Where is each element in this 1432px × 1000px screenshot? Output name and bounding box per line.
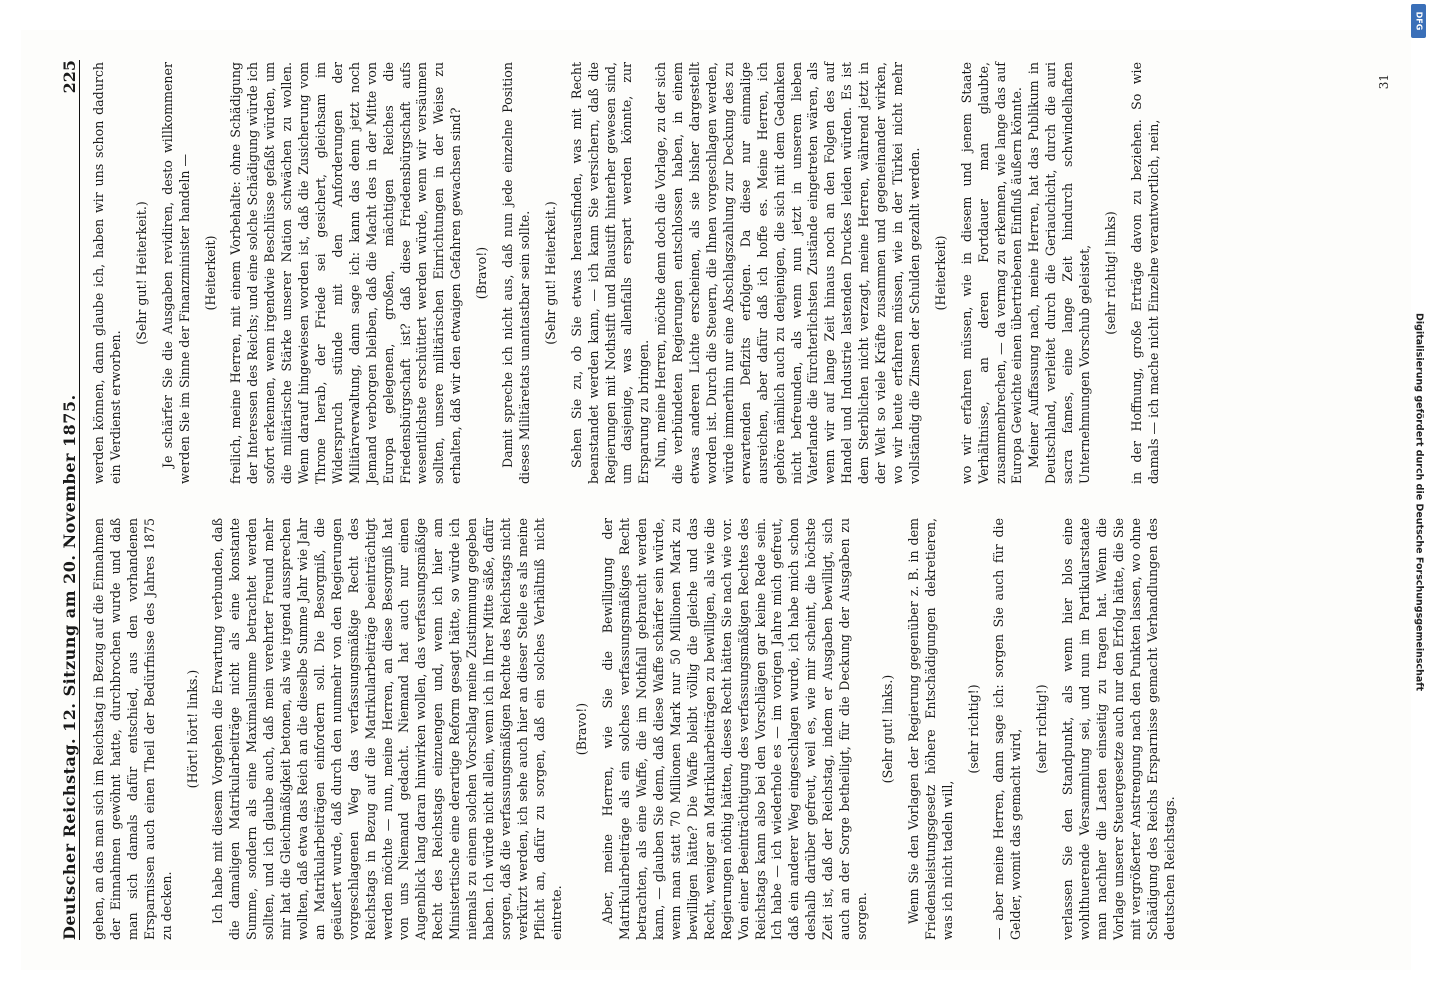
- paragraph: Wenn Sie den Vorlagen der Regierung gegenüber z. B. in dem Friedensleistungsgesetz höhere Entschädigungen dekretieren, was ich nicht tadeln will,: [905, 518, 955, 940]
- digitization-credit: [1408, 4, 1430, 999]
- paragraph: Damit spreche ich nicht aus, daß nun jede einzelne Position dieses Militäretats unantastbar sein sollte.: [500, 62, 532, 484]
- paragraph: Je schärfer Sie die Ausgaben revidiren, desto willkommener werden Sie im Sinne der Finanzminister handeln —: [159, 62, 192, 484]
- right-column: [91, 62, 1387, 484]
- interjection: (Heiterkeit): [932, 235, 948, 311]
- paragraph: Sehen Sie zu, ob Sie etwas herausfinden, was mit Recht beanstandet werden kann, — ich kann Sie versichern, daß die Regierungen mit Nothstift und Blaustift hinterher gewesen sind, um dasjenige, was allenfalls erspart werden könnte, zur Ersparung zu bringen.: [568, 62, 652, 484]
- paragraph: Ich habe mit diesem Vorgehen die Erwartung verbunden, daß die damaligen Matrikularbeiträge nicht als eine konstante Summe, sondern als eine Maximalsumme betrachtet werden sollten, und ich glaube auch, daß mein verehrter Freund mehr mir hat die Gleichmäßigkeit betonen, als wie irgend aussprechen wollten, daß etwa das Reich an die dieselbe Summe Jahr wie Jahr an Matrikularbeiträgen einfordern soll. Die Besorgniß, die geäußert wurde, daß durch den nunmehr von den Regierungen vorgeschlagenen Weg das verfassungsmäßige Recht des Reichstags in Bezug auf die Matrikularbeiträge beeinträchtigt werden möchte — nun, meine Herren, an diese Besorgniß hat von uns Niemand gedacht. Niemand hat auch nur einen Augenblick lang daran hinwirken wollen, das verfassungsmäßige Recht des Reichstags einzuengen und, wenn ich hier am Ministertische eine derartige Reform gesagt hätte, so würde ich niemals zu einem solchen Vorschlag meine Zustimmung gegeben haben. Ich würde nicht allein, wenn ich in Ihrer Mitte säße, dafür sorgen, daß die verfassungsmäßigen Rechte des Reichstags nicht verkürzt werden, ich sehe auch hier an dieser Stelle es als meine Pflicht an, dafür zu sorgen, daß ein solches Verhältniß nicht eintrete.: [210, 518, 564, 940]
- page-header: [49, 60, 80, 940]
- page-title: Deutscher Reichstag. 12. Sitzung am 20. November 1875.: [60, 394, 79, 940]
- paragraph: werden können, dann glaube ich, haben wir uns schon dadurch ein Verdienst erworben.: [91, 62, 123, 484]
- interjection: (Sehr gut! Heiterkeit.): [133, 201, 149, 345]
- interjection: (Heiterkeit): [202, 235, 218, 311]
- paragraph: Aber, meine Herren, wie Sie die Bewilligung der Matrikularbeiträge als ein solches verfassungsmäßiges Recht betrachten, als eine Waffe, die im Nothfall gebraucht werden kann, — glauben Sie denn, daß diese Waffe schärfer sein würde, wenn man statt 70 Millionen Mark nur 50 Millionen Mark zu bewilligen hätte? Die Waffe bleibt völlig die gleiche und das Recht, weniger an Matrikularbeiträgen zu bewilligen, als wie die Regierungen nöthig hätten, dieses Recht hätten Sie nach wie vor. Von einer Beeinträchtigung des verfassungsmäßigen Rechtes des Reichstags kann also bei den Vorschlägen gar keine Rede sein. Ich habe — ich wiederhole es — im vorigen Jahre mich gefreut, daß ein anderer Weg eingeschlagen wurde, ich habe mich schon deshalb darüber gefreut, weil es, wie mir scheint, die höchste Zeit ist, daß der Reichstag, indem er Ausgaben bewilligt, sich auch an der Sorge betheiligt, für die Deckung der Ausgaben zu sorgen.: [600, 518, 869, 940]
- paragraph: Nun, meine Herren, möchte denn doch die Vorlage, zu der sich die verbündeten Regierungen entschlossen haben, in einem etwas anderen Lichte erscheinen, als sie bisher dargestellt worden ist. Durch die Steuern, die Ihnen vorgeschlagen werden, würde immerhin nur eine Abschlagszahlung zur Deckung des zu erwartenden Defizits erfolgen. Da diese nur einmalige ausreichen, aber dafür daß ich hoffe es. Meine Herren, ich gehöre nämlich auch zu denjenigen, die sich mit dem Gedanken nicht befreunden, als wenn nun jetzt in unserem lieben Vaterlande die fürchterlichsten Zustände eingetreten wären, als wenn wir auf lange Zeit hinaus noch an den Folgen des auf Handel und Industrie lastenden Druckes leiden würden. Es ist dem Sterblichen nicht verzagt, meine Herren, während jetzt in der Welt so viele Kräfte zusammen und gegeneinander wirken, wo wir heute erfahren müssen, wie in der Türkei nicht mehr vollständig die Zinsen der Schulden gezahlt werden.: [653, 62, 922, 484]
- paragraph: verlassen Sie den Standpunkt, als wenn hier blos eine wohlthuerende Versammlung sei, und nun im Partikularstaate man nachher die Lasten einseitig zu tragen hat. Wenn die Vorlage unserer Steuergesetze auch nur den Erfolg hätte, die Sie mit vergrößerter Anstrengung nach den Punkten lassen, wo ohne Schädigung des Reichs Ersparnisse gemacht Verhandlungen des deutschen Reichstags.: [1060, 518, 1177, 940]
- left-column: [91, 518, 1387, 940]
- paragraph: in der Hoffnung, große Erträge davon zu beziehen. So wie damals — ich mache nicht Einzelne verantwortlich, nein,: [1128, 62, 1161, 484]
- paragraph: freilich, meine Herren, mit einem Vorbehalte: ohne Schädigung der Interessen des Reichs; und eine solche Schädigung würde ich sofort erkennen, wenn irgendwie Beschlüsse gefaßt würden, um die militärische Stärke unserer Nation schwächen zu wollen. Wenn darauf hingewiesen worden ist, daß die Zusicherung vom Throne herab, der Friede sei gesichert, gleichsam im Widerspruch stünde mit den Anforderungen der Militärverwaltung, dann sage ich: kann das denn jetzt noch Jemand verborgen bleiben, daß die Macht des in der Mitte von Europa gelegenen, großen, mächtigen Reiches die Friedensbürgschaft ist? daß diese Friedensbürgschaft aufs wesentlichste erschüttert werden würde, wenn wir versäumen sollten, unsere militärischen Einrichtungen in der Weise zu erhalten, daß wir den etwaigen Gefahren gewachsen sind?: [228, 62, 464, 484]
- interjection: (sehr richtig!): [965, 684, 981, 774]
- interjection: (sehr richtig!): [1034, 684, 1050, 774]
- paragraph: wo wir erfahren müssen, wie in diesem und jenem Staate Verhältnisse, an deren Fortdauer man glaubte, zusammenbrechen, — da vermag zu erkennen, wie lange das auf Europa Gewichte einen übertriebenen Einfluß äußern könnte.: [958, 62, 1025, 484]
- interjection: (Bravo!): [474, 246, 490, 300]
- interjection: (Sehr gut! Heiterkeit.): [542, 201, 558, 345]
- dfg-badge-text: DFG: [1414, 11, 1423, 31]
- interjection: (Sehr gut! links.): [879, 674, 895, 784]
- paragraph: gehen, an das man sich im Reichstag in Bezug auf die Einnahmen der Einnahmen gewöhnt hatte, durchbrochen wurde und daß man sich damals dafür entschied, aus den vorhandenen Ersparnissen auch einen Theil der Bedürfnisse des Jahres 1875 zu decken.: [91, 518, 174, 940]
- paragraph: Meiner Auffassung nach, meine Herren, hat das Publikum in Deutschland, verleitet durch die Geriauchicht, durch die auri sacra fames, eine lange Zeit hindurch schwindelhaften Unternehmungen Vorschub geleistet,: [1026, 62, 1093, 484]
- scanned-page: [21, 30, 1411, 970]
- paragraph: — aber meine Herren, dann sage ich: sorgen Sie auch für die Gelder, womit das gemacht wird,: [991, 518, 1024, 940]
- credit-text: Digitalisierung gefördert durch die Deutsche Forschungsgemeinschaft: [1413, 312, 1425, 691]
- interjection: (sehr richtig! links): [1102, 211, 1118, 335]
- interjection: (Hört! hört! links.): [184, 669, 200, 789]
- page-number: 225: [60, 60, 79, 94]
- interjection: (Bravo!): [574, 702, 590, 756]
- footer-signature: 31: [1377, 74, 1391, 90]
